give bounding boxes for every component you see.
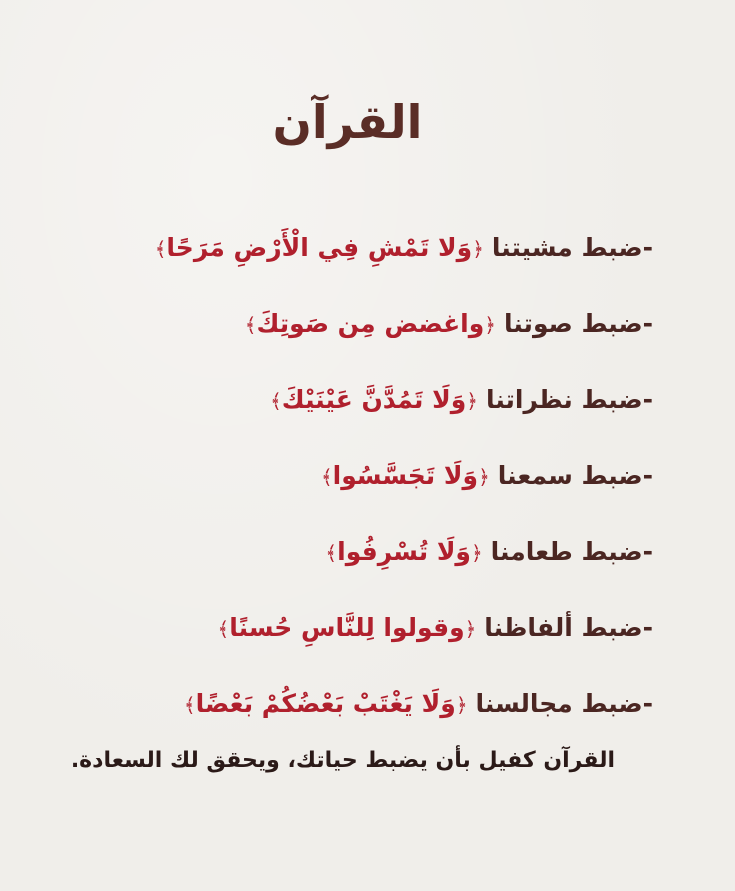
list-item: [53, 296, 653, 372]
bracket-open-icon: ﴿: [466, 389, 478, 413]
bracket-close-icon: ﴾: [183, 693, 196, 717]
bracket-close-icon: ﴾: [325, 541, 338, 565]
verse-text: وَلَا تَمُدَّنَّ عَيْنَيْكَ: [281, 385, 467, 414]
verse-text: وَلَا تُسْرِفُوا: [337, 537, 471, 566]
line-label: -ضبط صوتنا: [503, 309, 653, 338]
line-label: -ضبط مجالسنا: [475, 689, 653, 718]
verse-text: وَلَا تَجَسَّسُوا: [332, 461, 479, 490]
list-item: [53, 372, 653, 448]
list-item: [53, 524, 653, 600]
title-text: القرآن: [272, 95, 423, 149]
bracket-close-icon: ﴾: [244, 313, 257, 337]
bracket-open-icon: ﴿: [455, 693, 468, 717]
verse-list: [53, 220, 653, 752]
bracket-open-icon: ﴿: [484, 313, 497, 337]
list-item: [53, 676, 653, 752]
verse-text: وَلَا يَغْتَبْ بَعْضُكُمْ بَعْضًا: [195, 689, 456, 718]
verse-text: وقولوا لِلنَّاسِ حُسنًا: [229, 613, 465, 642]
verse-text: وَلا تَمْشِ فِي الْأَرْضِ مَرَحًا: [166, 233, 473, 262]
bracket-open-icon: ﴿: [472, 237, 484, 261]
page-title: [0, 95, 735, 149]
line-label: -ضبط مشيتنا: [491, 233, 653, 262]
list-item: [53, 600, 653, 676]
bracket-open-icon: ﴿: [478, 465, 490, 489]
list-item: [53, 448, 653, 524]
bracket-open-icon: ﴿: [464, 617, 477, 641]
line-label: -ضبط سمعنا: [497, 461, 653, 490]
footer-text: القرآن كفيل بأن يضبط حياتك، ويحقق لك السعادة.: [70, 748, 615, 773]
line-label: -ضبط ألفاظنا: [484, 613, 653, 642]
list-item: [53, 220, 653, 296]
line-label: -ضبط نظراتنا: [485, 385, 653, 414]
bracket-open-icon: ﴿: [470, 541, 483, 565]
bracket-close-icon: ﴾: [154, 237, 167, 261]
line-label: -ضبط طعامنا: [490, 537, 653, 566]
bracket-close-icon: ﴾: [270, 389, 282, 413]
verse-text: واغضض مِن صَوتِكَ: [256, 309, 485, 338]
bracket-close-icon: ﴾: [217, 617, 230, 641]
bracket-close-icon: ﴾: [320, 465, 333, 489]
